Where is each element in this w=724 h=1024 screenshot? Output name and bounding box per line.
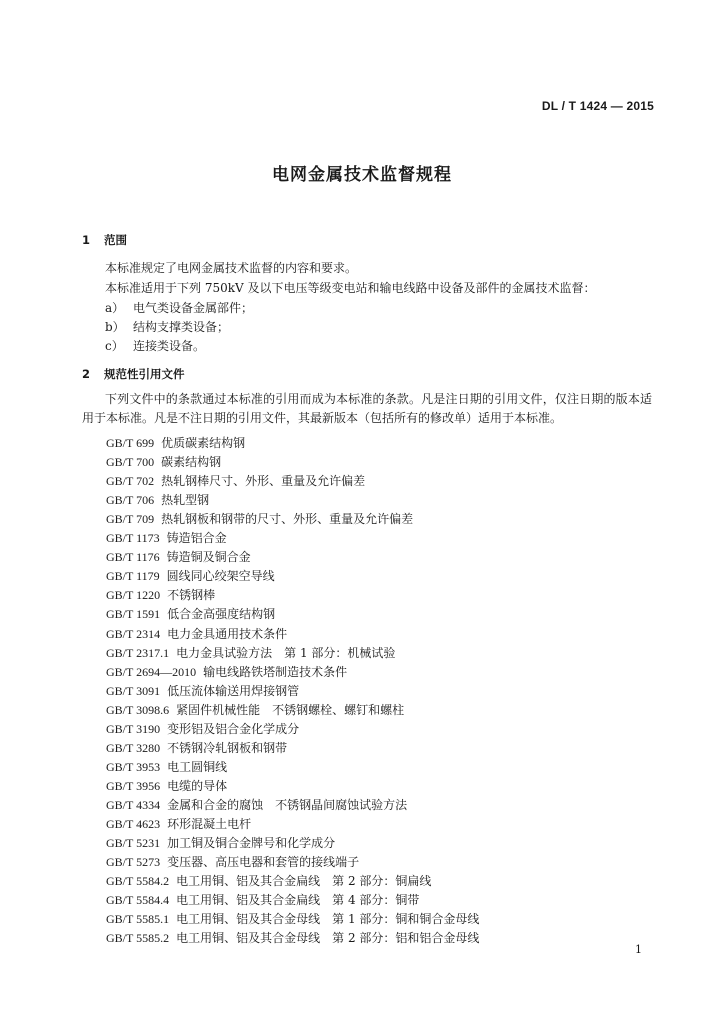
reference-code: GB/T 709 bbox=[106, 512, 155, 527]
reference-title: 电缆的导体 bbox=[167, 778, 228, 793]
scope-list-item-b bbox=[105, 318, 229, 335]
list-text: 电气类设备金属部件； bbox=[133, 301, 254, 315]
reference-code: GB/T 699 bbox=[106, 436, 155, 450]
reference-code: GB/T 5231 bbox=[106, 836, 161, 851]
reference-title: 电工用铜、铝及其合金母线 第 2 部分：铝和铝合金母线 bbox=[176, 931, 480, 946]
reference-title: 环形混凝土电杆 bbox=[167, 817, 252, 831]
reference-code: GB/T 2694—2010 bbox=[106, 664, 197, 679]
list-marker: c） bbox=[105, 339, 124, 353]
list-text: 结构支撑类设备； bbox=[133, 320, 230, 334]
reference-item bbox=[106, 510, 413, 527]
reference-code: GB/T 2317.1 bbox=[106, 645, 170, 660]
document-title: 电网金属技术监督规程 bbox=[272, 165, 452, 185]
section-number: 1 bbox=[82, 233, 91, 247]
page-number: 1 bbox=[635, 943, 642, 956]
reference-item bbox=[106, 758, 227, 775]
reference-item bbox=[106, 434, 245, 451]
reference-item bbox=[106, 929, 479, 946]
references-intro-paragraph: 下列文件中的条款通过本标准的引用而成为本标准的条款。凡是注日期的引用文件，仅注日期的版本适用于本标准。凡是不注日期的引用文件，其最新版本（包括所有的修改单）适用于本标准。 bbox=[82, 392, 652, 425]
list-text: 连接类设备。 bbox=[133, 339, 206, 353]
reference-code: GB/T 3953 bbox=[106, 759, 161, 774]
reference-item bbox=[106, 834, 335, 851]
reference-title: 不锈钢棒 bbox=[167, 588, 216, 603]
reference-title: 圆线同心绞架空导线 bbox=[166, 569, 275, 584]
reference-item bbox=[106, 625, 287, 642]
reference-item bbox=[106, 739, 287, 756]
reference-code: GB/T 5585.1 bbox=[106, 912, 170, 927]
section-title: 范围 bbox=[104, 233, 127, 247]
reference-item bbox=[106, 682, 299, 699]
reference-code: GB/T 4334 bbox=[106, 797, 161, 812]
reference-item bbox=[106, 529, 227, 546]
reference-title: 电工用铜、铝及其合金母线 第 1 部分：铜和铜合金母线 bbox=[176, 912, 480, 927]
reference-code: GB/T 3280 bbox=[106, 740, 161, 755]
reference-code: GB/T 2314 bbox=[106, 626, 161, 641]
reference-title: 加工铜及铜合金牌号和化学成分 bbox=[167, 836, 336, 851]
reference-title: 热轧钢棒尺寸、外形、重量及允许偏差 bbox=[161, 474, 366, 489]
reference-code: GB/T 5584.4 bbox=[106, 893, 170, 908]
reference-item bbox=[106, 548, 251, 565]
section-heading-normative-references bbox=[82, 366, 185, 382]
reference-code: GB/T 3190 bbox=[106, 721, 161, 736]
reference-code: GB/T 5585.2 bbox=[106, 931, 170, 946]
reference-title: 输电线路铁塔制造技术条件 bbox=[203, 664, 348, 679]
reference-title: 变形铝及铝合金化学成分 bbox=[167, 721, 300, 736]
reference-item bbox=[106, 720, 299, 737]
reference-code: GB/T 1173 bbox=[106, 531, 160, 546]
reference-title: 不锈钢冷轧钢板和钢带 bbox=[167, 740, 288, 755]
reference-code: GB/T 1591 bbox=[106, 607, 161, 622]
reference-item bbox=[106, 777, 227, 794]
reference-title: 铸造铜及铜合金 bbox=[166, 550, 251, 565]
reference-code: GB/T 700 bbox=[106, 455, 155, 470]
reference-title: 电工圆铜线 bbox=[167, 759, 228, 774]
reference-item bbox=[106, 567, 275, 584]
reference-title: 电力金具试验方法 第 1 部分：机械试验 bbox=[176, 645, 396, 660]
list-marker: a） bbox=[105, 301, 125, 315]
reference-item bbox=[106, 472, 365, 489]
section-heading-scope bbox=[82, 232, 127, 248]
reference-title: 热轧型钢 bbox=[161, 493, 210, 508]
reference-code: GB/T 3091 bbox=[106, 683, 161, 698]
reference-item bbox=[106, 453, 221, 470]
reference-item bbox=[106, 910, 479, 927]
reference-title: 碳素结构钢 bbox=[161, 455, 222, 470]
reference-item bbox=[106, 644, 395, 661]
reference-item bbox=[106, 491, 209, 508]
reference-code: GB/T 3956 bbox=[106, 778, 161, 793]
scope-line-2: 本标准适用于下列 750kV 及以下电压等级变电站和输电线路中设备及部件的金属技术监督： bbox=[105, 281, 596, 295]
reference-title: 优质碳素结构钢 bbox=[161, 436, 246, 450]
section-title: 规范性引用文件 bbox=[104, 367, 185, 381]
reference-title: 紧固件机械性能 不锈钢螺栓、螺钉和螺柱 bbox=[176, 702, 405, 717]
reference-item bbox=[106, 796, 407, 813]
scope-list-item-c bbox=[105, 337, 205, 354]
reference-code: GB/T 5273 bbox=[106, 855, 161, 870]
reference-title: 热轧钢板和钢带的尺寸、外形、重量及允许偏差 bbox=[161, 512, 414, 527]
reference-title: 电工用铜、铝及其合金扁线 第 2 部分：铜扁线 bbox=[176, 874, 432, 889]
reference-title: 电工用铜、铝及其合金扁线 第 4 部分：铜带 bbox=[176, 893, 420, 908]
reference-title: 电力金具通用技术条件 bbox=[167, 626, 288, 641]
document-code: DL / T 1424 — 2015 bbox=[541, 99, 654, 113]
reference-item bbox=[106, 891, 419, 908]
reference-code: GB/T 706 bbox=[106, 493, 155, 508]
scope-list-item-a bbox=[105, 299, 253, 316]
reference-title: 铸造铝合金 bbox=[166, 531, 227, 546]
reference-title: 金属和合金的腐蚀 不锈钢晶间腐蚀试验方法 bbox=[167, 797, 408, 812]
reference-item bbox=[106, 815, 251, 832]
reference-title: 变压器、高压电器和套管的接线端子 bbox=[167, 855, 360, 870]
reference-title: 低压流体输送用焊接钢管 bbox=[167, 683, 300, 698]
reference-code: GB/T 4623 bbox=[106, 817, 161, 831]
list-marker: b） bbox=[105, 320, 125, 334]
reference-code: GB/T 1176 bbox=[106, 550, 160, 565]
reference-code: GB/T 702 bbox=[106, 474, 155, 489]
reference-item bbox=[106, 872, 431, 889]
reference-code: GB/T 3098.6 bbox=[106, 702, 170, 717]
reference-title: 低合金高强度结构钢 bbox=[167, 607, 276, 622]
reference-item bbox=[106, 605, 275, 622]
section-number: 2 bbox=[82, 367, 91, 381]
reference-item bbox=[106, 586, 215, 603]
reference-item bbox=[106, 853, 359, 870]
scope-line-1: 本标准规定了电网金属技术监督的内容和要求。 bbox=[105, 261, 358, 275]
reference-code: GB/T 1179 bbox=[106, 569, 160, 584]
reference-item bbox=[106, 701, 404, 718]
reference-item bbox=[106, 663, 347, 680]
reference-code: GB/T 1220 bbox=[106, 588, 161, 603]
reference-code: GB/T 5584.2 bbox=[106, 874, 170, 889]
